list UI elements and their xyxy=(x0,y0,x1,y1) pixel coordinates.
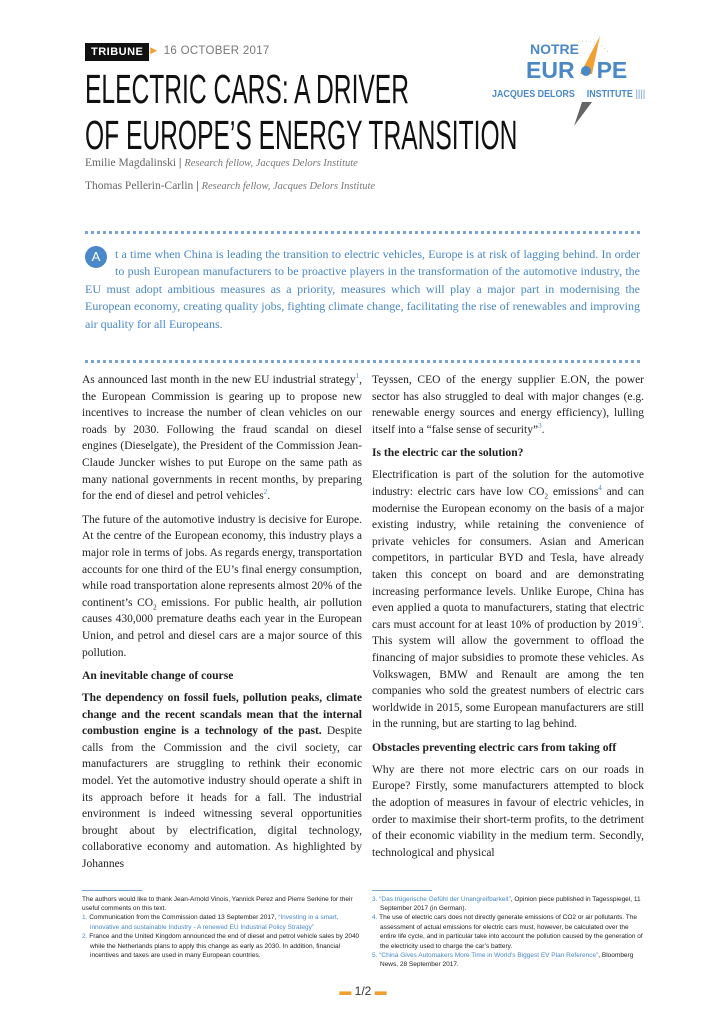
author-name: Thomas Pellerin-Carlin xyxy=(85,180,194,192)
reference-link[interactable]: “Investing in a smart, innovative and sustainable Industry - A renewed EU Industrial Policy Strategy” xyxy=(90,914,339,931)
text-run: emissions. For public health, air pollution causes 430,000 premature deaths each year in the European Union, and petrol and diesel cars are a major source of this pollution. xyxy=(82,596,362,659)
footnote-number: 1. xyxy=(82,914,90,922)
text-run: . This system will allow the government to offload the financing of major subsidies to promote these vehicles. As Volkswagen, BMW and Renault are among the ten companies who sold the greatest numbers of electric cars worldwide in 2015, some European manufacturers are still in the running, but are starting to lag behind. xyxy=(372,618,644,731)
footnote xyxy=(82,913,362,932)
columns xyxy=(82,372,644,880)
footnote-ref[interactable]: 4 xyxy=(598,484,602,493)
footnote-number: 5. xyxy=(372,952,380,960)
logo-pe: PE xyxy=(596,57,628,83)
footnote xyxy=(82,895,362,914)
left-column xyxy=(82,372,362,880)
right-column xyxy=(372,372,644,868)
text-run: emissions xyxy=(547,485,599,498)
footnote xyxy=(82,932,362,960)
text-run: Why are there not more electric cars on our roads in Europe? Firstly, some manufacturers attempted to block the adoption of measures in favour of electric vehicles, in order to maximise their short-term profits, to the detriment of their economic viability in the medium term. Secondly, technological and physical xyxy=(372,763,644,859)
author-line xyxy=(85,180,375,192)
reference-link[interactable]: “Das trügerische Gefühl der Unangreifbarkeit” xyxy=(379,895,511,903)
footnotes xyxy=(82,890,644,970)
logo-notre: NOTRE xyxy=(530,41,579,57)
divider xyxy=(85,360,640,363)
footnote-ref[interactable]: 2 xyxy=(263,488,268,497)
text-run: . xyxy=(267,490,271,503)
date-text: 16 OCTOBER 2017 xyxy=(163,45,270,57)
text-run: Despite calls from the Commission and the civil society, car manufacturers are struggling to rethink their economic model. Yet the automotive industry should operate a shift in its approach before it heads for a fall. The industrial environment is indeed witnessing several opportunities brought about by electrification, digital technology, collaborative economy and automation. As highlighted by Johannes xyxy=(82,725,362,871)
footnotes-right xyxy=(372,890,644,970)
body-paragraph xyxy=(82,512,362,661)
text-run: The authors would like to thank Jean-Arnold Vinois, Yannick Perez and Pierre Serkine for their useful comments on this text. xyxy=(82,895,353,913)
text-run: The future of the automotive industry is decisive for Europe. At the centre of the European economy, this industry plays a major role in terms of jobs. As regards energy, transportation accounts for one third of the EU’s final energy consumption, while road transportation alone represents almost 20% of the continent’s CO xyxy=(82,513,362,609)
author-role: Research fellow, Jacques Delors Institute xyxy=(184,158,358,169)
footnote xyxy=(372,951,644,970)
footnote-number: 3. xyxy=(372,895,380,903)
subscript: 2 xyxy=(544,492,548,501)
logo-bars: |||| xyxy=(635,88,646,100)
dropcap: A xyxy=(85,246,107,268)
footnote-number: 4. xyxy=(372,914,380,922)
article-body xyxy=(82,372,644,998)
footnote xyxy=(372,895,644,914)
author-name: Emilie Magdalinski xyxy=(85,157,177,169)
body-paragraph xyxy=(82,372,362,505)
footnote-ref[interactable]: 5 xyxy=(637,616,642,625)
text-run: Electrification is part of the solution for the automotive industry: electric cars have low CO xyxy=(372,469,644,498)
intro-paragraph xyxy=(85,246,640,333)
arrow-icon: ► xyxy=(148,45,160,57)
footnote-rule xyxy=(82,890,142,891)
title-line: ELECTRIC CARS: A DRIVER xyxy=(85,66,409,112)
dot-icon xyxy=(581,66,591,76)
text-run: As announced last month in the new EU industrial strategy xyxy=(82,374,356,386)
text-run: France and the United Kingdom announced the end of diesel and petrol vehicle sales by 2040 while the Netherlands plans to apply this change as early as 2030. In addition, financial incentives and taxes are used in many European countries. xyxy=(89,933,360,960)
page-number: ▬ 1/2 ▬ xyxy=(339,983,387,998)
text-run: , the European Commission is gearing up to propose new incentives to increase the number of clean vehicles on our roads by 2030. Following the fraud scandal on diesel engines (Dieselgate), the President of the Commission Jean-Claude Juncker wishes to put Europe on the same path as many national governments in recent months, by preparing for the end of diesel and petrol vehicles xyxy=(82,374,362,503)
subscript: 2 xyxy=(153,603,157,612)
tribune-tag: TRIBUNE xyxy=(85,43,149,61)
section-heading: An inevitable change of course xyxy=(82,669,234,683)
intro-text: t a time when China is leading the transition to electric vehicles, Europe is at risk of lagging behind. In order to push European manufacturers to be proactive players in the transformation of the automotive industry, the EU must adopt ambitious measures as a priority, measures which will play a major part in modernising the European economy, creating quality jobs, fighting climate change, facilitating the rise of renewables and improving air quality for all Europeans. xyxy=(85,247,640,331)
footnote-rule xyxy=(372,890,432,891)
text-run: Communication from the Commission dated 13 September 2017, xyxy=(89,914,279,922)
body-paragraph xyxy=(372,372,644,438)
logo-jacques-delors: JACQUES DELORS xyxy=(492,88,575,100)
text-run: and can modernise the European economy on the basis of a major existing industry, while retaining the convenience of private vehicles for consumers. Asian and American competitors, in particular BYD and Tesla, have already taken this concept on board and are demonstrating increasing performance levels. Unlike Europe, China has even applied a quota to manufacturers, stating that electric cars must account for at least 10% of production by 2019 xyxy=(372,485,644,631)
author-separator: | xyxy=(176,157,185,169)
divider xyxy=(85,231,640,234)
title-line: OF EUROPE’S ENERGY TRANSITION xyxy=(85,112,518,158)
publication-date xyxy=(148,45,270,57)
text-run: , Bloomberg News, 28 September 2017. xyxy=(380,952,634,969)
footnote-number: 2. xyxy=(82,933,90,941)
text-run: Teyssen, CEO of the energy supplier E.ON, the power sector has also struggled to deal with major changes (e.g. renewable energy sources and energy efficiency), lulling itself into a “false sense of security” xyxy=(372,374,644,436)
section-heading: Is the electric car the solution? xyxy=(372,446,524,460)
footnote-ref[interactable]: 3 xyxy=(538,421,542,430)
author-line xyxy=(85,157,358,169)
body-paragraph xyxy=(372,762,644,862)
body-paragraph xyxy=(372,467,644,733)
bold-text: The dependency on fossil fuels, pollution peaks, climate change and the recent scandals mean that the internal combustion engine is a technology of the past. xyxy=(82,692,362,738)
section-heading: Obstacles preventing electric cars from taking off xyxy=(372,740,617,754)
page-label: 1/2 xyxy=(354,983,372,998)
text-run: . xyxy=(541,423,545,436)
body-paragraph xyxy=(82,690,362,873)
page-title xyxy=(85,66,517,158)
text-run: , Opinion piece published in Tagesspiegel, 11 September 2017 (in German). xyxy=(380,895,641,913)
text-run: The use of electric cars does not directly generate emissions of CO2 or air pollutants. The assessment of actual emissions for electric cars must, however, be calculated over the entire life cycle, and in particular take into account the pollution caused by the generation of the electricity used to charge the car’s battery. xyxy=(379,914,643,950)
logo-eur: EUR xyxy=(526,57,575,83)
footnotes-left xyxy=(82,890,362,961)
author-role: Research fellow, Jacques Delors Institute xyxy=(201,181,376,192)
logo-institute: INSTITUTE xyxy=(586,88,633,100)
reference-link[interactable]: “China Gives Automakers More Time in World’s Biggest EV Plan Reference” xyxy=(379,952,599,960)
author-separator: | xyxy=(193,180,202,192)
notre-europe-logo xyxy=(492,34,650,124)
footnote xyxy=(372,913,644,951)
footnote-ref[interactable]: 1 xyxy=(355,372,360,381)
